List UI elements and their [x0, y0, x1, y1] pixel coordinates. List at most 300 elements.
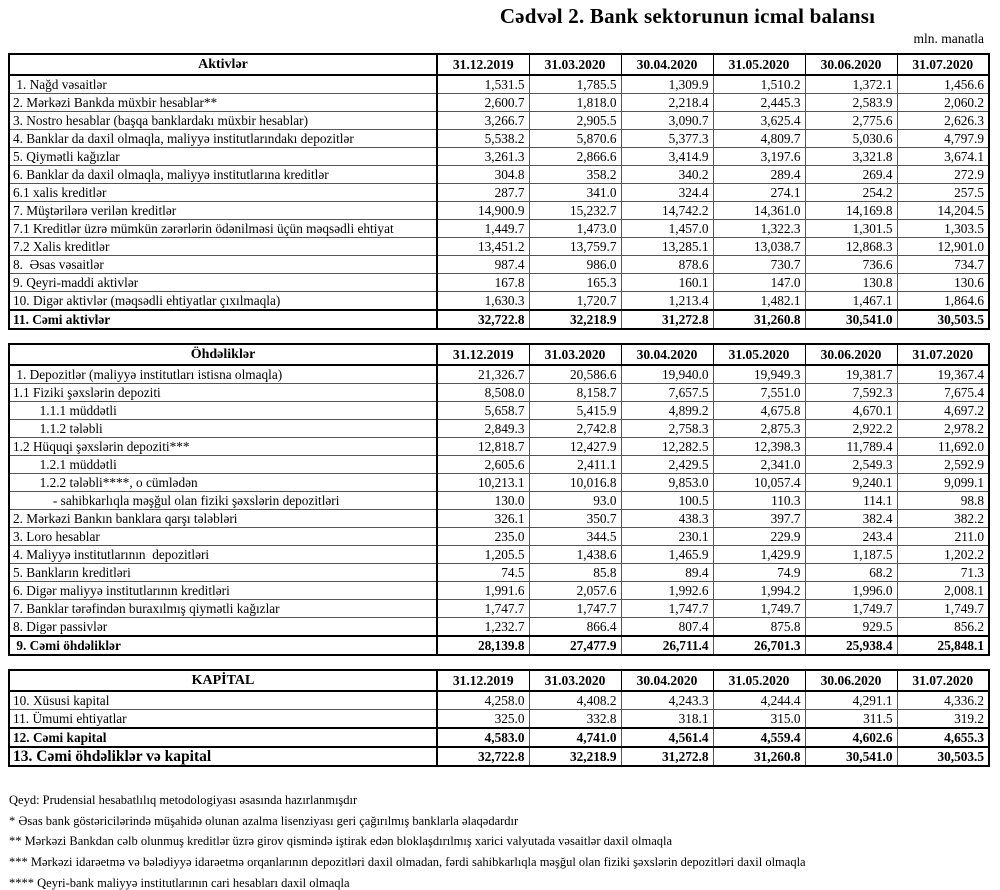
table-row	[9, 184, 989, 202]
ohdelikler-table	[8, 343, 990, 656]
row-label: 2. Mərkəzi Bankda müxbir hesablar**	[9, 94, 437, 112]
value-cell: 734.7	[897, 256, 989, 274]
value-cell: 114.1	[805, 492, 897, 510]
value-cell: 1,457.0	[621, 220, 713, 238]
value-cell: 27,477.9	[529, 636, 621, 655]
row-label: 10. Xüsusi kapital	[9, 691, 437, 710]
value-cell: 1,456.6	[897, 75, 989, 94]
value-cell: 130.6	[897, 274, 989, 292]
value-cell: 25,848.1	[897, 636, 989, 655]
value-cell: 2,775.6	[805, 112, 897, 130]
value-cell: 986.0	[529, 256, 621, 274]
row-label: 6. Banklar da daxil olmaqla, maliyyə institutlarına kreditlər	[9, 166, 437, 184]
row-label: 1.2.1 müddətli	[9, 456, 437, 474]
table-row	[9, 546, 989, 564]
value-cell: 325.0	[437, 710, 529, 729]
kapital-section-title: KAPİTAL	[9, 670, 437, 691]
value-cell: 12,427.9	[529, 438, 621, 456]
value-cell: 1,429.9	[713, 546, 805, 564]
footnote: Qeyd: Prudensial hesabatlılıq metodologiyası əsasında hazırlanmışdır	[9, 793, 358, 807]
value-cell: 5,415.9	[529, 402, 621, 420]
table-row	[9, 256, 989, 274]
row-label: 7.1 Kreditlər üzrə mümkün zərərlərin ödənilməsi üçün məqsədli ehtiyat	[9, 220, 437, 238]
table-row	[9, 166, 989, 184]
value-cell: 31,272.8	[621, 310, 713, 329]
value-cell: 30,503.5	[897, 747, 989, 766]
aktivler-header-row	[9, 54, 989, 75]
value-cell: 1,467.1	[805, 292, 897, 311]
date-column-header: 31.05.2020	[713, 344, 805, 365]
date-column-header: 31.07.2020	[897, 670, 989, 691]
row-label: 7.2 Xalis kreditlər	[9, 238, 437, 256]
value-cell: 254.2	[805, 184, 897, 202]
value-cell: 2,341.0	[713, 456, 805, 474]
value-cell: 13,038.7	[713, 238, 805, 256]
table-row	[9, 310, 989, 329]
value-cell: 31,272.8	[621, 747, 713, 766]
value-cell: 1,303.5	[897, 220, 989, 238]
value-cell: 1,322.3	[713, 220, 805, 238]
table-row	[9, 220, 989, 238]
table-row	[9, 728, 989, 747]
value-cell: 25,938.4	[805, 636, 897, 655]
table-row	[9, 130, 989, 148]
value-cell: 30,503.5	[897, 310, 989, 329]
value-cell: 1,818.0	[529, 94, 621, 112]
value-cell: 1,785.5	[529, 75, 621, 94]
value-cell: 30,541.0	[805, 310, 897, 329]
value-cell: 3,261.3	[437, 148, 529, 166]
value-cell: 2,429.5	[621, 456, 713, 474]
value-cell: 68.2	[805, 564, 897, 582]
row-label: 5. Qiymətli kağızlar	[9, 148, 437, 166]
row-label: 4. Banklar da daxil olmaqla, maliyyə institutlarındakı depozitlər	[9, 130, 437, 148]
row-label: 1.2.2 tələbli****, o cümlədən	[9, 474, 437, 492]
value-cell: 257.5	[897, 184, 989, 202]
value-cell: 4,408.2	[529, 691, 621, 710]
value-cell: 1,205.5	[437, 546, 529, 564]
value-cell: 14,742.2	[621, 202, 713, 220]
value-cell: 4,244.4	[713, 691, 805, 710]
value-cell: 1,994.2	[713, 582, 805, 600]
value-cell: 1,449.7	[437, 220, 529, 238]
value-cell: 1,747.7	[621, 600, 713, 618]
row-label: 11. Cəmi aktivlər	[9, 310, 437, 329]
aktivler-section-title: Aktivlər	[9, 54, 437, 75]
value-cell: 4,561.4	[621, 728, 713, 747]
value-cell: 7,675.4	[897, 384, 989, 402]
value-cell: 12,398.3	[713, 438, 805, 456]
value-cell: 167.8	[437, 274, 529, 292]
value-cell: 4,675.8	[713, 402, 805, 420]
value-cell: 289.4	[713, 166, 805, 184]
kapital-table	[8, 669, 990, 767]
value-cell: 332.8	[529, 710, 621, 729]
table-row	[9, 636, 989, 655]
value-cell: 2,008.1	[897, 582, 989, 600]
value-cell: 2,549.3	[805, 456, 897, 474]
value-cell: 4,655.3	[897, 728, 989, 747]
row-label: - sahibkarlıqla məşğul olan fiziki şəxslərin depozitləri	[9, 492, 437, 510]
table-row	[9, 474, 989, 492]
date-column-header: 31.12.2019	[437, 344, 529, 365]
value-cell: 4,243.3	[621, 691, 713, 710]
date-column-header: 31.03.2020	[529, 670, 621, 691]
table-row	[9, 274, 989, 292]
table-row	[9, 600, 989, 618]
value-cell: 14,900.9	[437, 202, 529, 220]
table-row	[9, 402, 989, 420]
date-column-header: 31.12.2019	[437, 54, 529, 75]
table-row	[9, 438, 989, 456]
value-cell: 5,377.3	[621, 130, 713, 148]
value-cell: 3,625.4	[713, 112, 805, 130]
table-row	[9, 365, 989, 384]
value-cell: 31,260.8	[713, 310, 805, 329]
table-row	[9, 148, 989, 166]
value-cell: 2,978.2	[897, 420, 989, 438]
value-cell: 10,016.8	[529, 474, 621, 492]
value-cell: 32,218.9	[529, 310, 621, 329]
value-cell: 165.3	[529, 274, 621, 292]
row-label: 10. Digər aktivlər (məqsədli ehtiyatlar çıxılmaqla)	[9, 292, 437, 311]
row-label: 2. Mərkəzi Bankın banklara qarşı tələbləri	[9, 510, 437, 528]
value-cell: 326.1	[437, 510, 529, 528]
ohdelikler-section-title: Öhdəliklər	[9, 344, 437, 365]
value-cell: 1,747.7	[437, 600, 529, 618]
date-column-header: 31.03.2020	[529, 54, 621, 75]
value-cell: 19,949.3	[713, 365, 805, 384]
value-cell: 8,508.0	[437, 384, 529, 402]
value-cell: 3,321.8	[805, 148, 897, 166]
value-cell: 1,992.6	[621, 582, 713, 600]
value-cell: 7,592.3	[805, 384, 897, 402]
value-cell: 4,741.0	[529, 728, 621, 747]
value-cell: 3,674.1	[897, 148, 989, 166]
row-label: 12. Cəmi kapital	[9, 728, 437, 747]
value-cell: 89.4	[621, 564, 713, 582]
value-cell: 341.0	[529, 184, 621, 202]
value-cell: 2,849.3	[437, 420, 529, 438]
value-cell: 21,326.7	[437, 365, 529, 384]
footnote: * Əsas bank göstəricilərində müşahidə olunan azalma lisenziyası geri çağırılmış banklarla əlaqədardır	[9, 813, 519, 828]
value-cell: 2,600.7	[437, 94, 529, 112]
date-column-header: 31.12.2019	[437, 670, 529, 691]
value-cell: 229.9	[713, 528, 805, 546]
value-cell: 318.1	[621, 710, 713, 729]
value-cell: 2,866.6	[529, 148, 621, 166]
value-cell: 74.5	[437, 564, 529, 582]
value-cell: 5,538.2	[437, 130, 529, 148]
table-row	[9, 202, 989, 220]
value-cell: 1,630.3	[437, 292, 529, 311]
table-row	[9, 492, 989, 510]
value-cell: 304.8	[437, 166, 529, 184]
value-cell: 8,158.7	[529, 384, 621, 402]
table-row	[9, 292, 989, 311]
value-cell: 1,749.7	[713, 600, 805, 618]
date-column-header: 30.06.2020	[805, 670, 897, 691]
value-cell: 4,670.1	[805, 402, 897, 420]
value-cell: 1,996.0	[805, 582, 897, 600]
row-label: 9. Qeyri-maddi aktivlər	[9, 274, 437, 292]
row-label: 4. Maliyyə institutlarının depozitləri	[9, 546, 437, 564]
value-cell: 14,361.0	[713, 202, 805, 220]
row-label: 7. Banklar tərəfindən buraxılmış qiymətli kağızlar	[9, 600, 437, 618]
value-cell: 1,473.0	[529, 220, 621, 238]
value-cell: 147.0	[713, 274, 805, 292]
row-label: 6.1 xalis kreditlər	[9, 184, 437, 202]
value-cell: 7,551.0	[713, 384, 805, 402]
date-column-header: 30.04.2020	[621, 344, 713, 365]
row-label: 3. Loro hesablar	[9, 528, 437, 546]
value-cell: 160.1	[621, 274, 713, 292]
value-cell: 1,202.2	[897, 546, 989, 564]
table-row	[9, 582, 989, 600]
value-cell: 19,381.7	[805, 365, 897, 384]
table-row	[9, 618, 989, 637]
value-cell: 32,722.8	[437, 747, 529, 766]
table-row	[9, 75, 989, 94]
value-cell: 1,991.6	[437, 582, 529, 600]
value-cell: 5,870.6	[529, 130, 621, 148]
value-cell: 1,213.4	[621, 292, 713, 311]
value-cell: 98.8	[897, 492, 989, 510]
row-label: 1.2 Hüquqi şəxslərin depoziti***	[9, 438, 437, 456]
value-cell: 4,291.1	[805, 691, 897, 710]
value-cell: 736.6	[805, 256, 897, 274]
row-label: 1.1 Fiziki şəxslərin depoziti	[9, 384, 437, 402]
value-cell: 9,853.0	[621, 474, 713, 492]
value-cell: 807.4	[621, 618, 713, 637]
value-cell: 1,747.7	[529, 600, 621, 618]
value-cell: 15,232.7	[529, 202, 621, 220]
date-column-header: 30.06.2020	[805, 344, 897, 365]
value-cell: 5,658.7	[437, 402, 529, 420]
value-cell: 856.2	[897, 618, 989, 637]
value-cell: 19,940.0	[621, 365, 713, 384]
table-row	[9, 710, 989, 729]
value-cell: 12,282.5	[621, 438, 713, 456]
value-cell: 13,759.7	[529, 238, 621, 256]
footnotes	[9, 793, 981, 890]
value-cell: 130.0	[437, 492, 529, 510]
row-label: 1.1.1 müddətli	[9, 402, 437, 420]
value-cell: 5,030.6	[805, 130, 897, 148]
value-cell: 4,697.2	[897, 402, 989, 420]
value-cell: 2,905.5	[529, 112, 621, 130]
value-cell: 1,309.9	[621, 75, 713, 94]
value-cell: 311.5	[805, 710, 897, 729]
value-cell: 987.4	[437, 256, 529, 274]
value-cell: 438.3	[621, 510, 713, 528]
value-cell: 272.9	[897, 166, 989, 184]
value-cell: 319.2	[897, 710, 989, 729]
value-cell: 1,864.6	[897, 292, 989, 311]
value-cell: 93.0	[529, 492, 621, 510]
table-row	[9, 112, 989, 130]
value-cell: 397.7	[713, 510, 805, 528]
value-cell: 2,758.3	[621, 420, 713, 438]
table-row	[9, 384, 989, 402]
value-cell: 1,749.7	[897, 600, 989, 618]
footnote: *** Mərkəzi idarəetmə və bələdiyyə idarəetmə orqanlarının depozitləri daxil olmadan, fərdi sahibkarlıqla məşğul olan fiziki şəxslərin depozitləri daxil olmaqla	[9, 854, 806, 869]
value-cell: 358.2	[529, 166, 621, 184]
value-cell: 2,411.1	[529, 456, 621, 474]
value-cell: 7,657.5	[621, 384, 713, 402]
unit-note: mln. manatla	[913, 31, 984, 46]
ohdelikler-header-row	[9, 344, 989, 365]
value-cell: 12,818.7	[437, 438, 529, 456]
value-cell: 2,605.6	[437, 456, 529, 474]
value-cell: 287.7	[437, 184, 529, 202]
balance-tables-container	[8, 53, 988, 780]
value-cell: 4,809.7	[713, 130, 805, 148]
date-column-header: 31.05.2020	[713, 670, 805, 691]
row-label: 5. Bankların kreditləri	[9, 564, 437, 582]
page-title: Cədvəl 2. Bank sektorunun icmal balansı	[499, 4, 876, 28]
value-cell: 12,901.0	[897, 238, 989, 256]
row-label: 1. Nağd vəsaitlər	[9, 75, 437, 94]
value-cell: 4,559.4	[713, 728, 805, 747]
row-label: 8. Digər passivlər	[9, 618, 437, 637]
value-cell: 4,336.2	[897, 691, 989, 710]
value-cell: 875.8	[713, 618, 805, 637]
value-cell: 130.8	[805, 274, 897, 292]
value-cell: 269.4	[805, 166, 897, 184]
value-cell: 315.0	[713, 710, 805, 729]
value-cell: 243.4	[805, 528, 897, 546]
value-cell: 1,187.5	[805, 546, 897, 564]
kapital-header-row	[9, 670, 989, 691]
value-cell: 350.7	[529, 510, 621, 528]
row-label: 7. Müştərilərə verilən kreditlər	[9, 202, 437, 220]
date-column-header: 31.07.2020	[897, 54, 989, 75]
value-cell: 13,451.2	[437, 238, 529, 256]
value-cell: 274.1	[713, 184, 805, 202]
table-row	[9, 564, 989, 582]
value-cell: 2,922.2	[805, 420, 897, 438]
value-cell: 324.4	[621, 184, 713, 202]
table-row	[9, 510, 989, 528]
value-cell: 1,301.5	[805, 220, 897, 238]
row-label: 6. Digər maliyyə institutlarının kreditləri	[9, 582, 437, 600]
value-cell: 19,367.4	[897, 365, 989, 384]
table-row	[9, 94, 989, 112]
footnote: ** Mərkəzi Bankdan cəlb olunmuş kreditlər üzrə girov qismində iştirak edən bloklaşdırılmış xarici valyutada vəsaitlər daxil olmaqla	[9, 834, 673, 849]
value-cell: 31,260.8	[713, 747, 805, 766]
value-cell: 12,868.3	[805, 238, 897, 256]
value-cell: 11,692.0	[897, 438, 989, 456]
value-cell: 1,465.9	[621, 546, 713, 564]
aktivler-table	[8, 53, 990, 330]
row-label: 13. Cəmi öhdəliklər və kapital	[9, 747, 437, 766]
footnote: **** Qeyri-bank maliyyə institutlarının cari hesabları daxil olmaqla	[9, 875, 350, 890]
value-cell: 929.5	[805, 618, 897, 637]
value-cell: 26,701.3	[713, 636, 805, 655]
value-cell: 1,749.7	[805, 600, 897, 618]
value-cell: 3,197.6	[713, 148, 805, 166]
value-cell: 382.4	[805, 510, 897, 528]
value-cell: 1,510.2	[713, 75, 805, 94]
row-label: 3. Nostro hesablar (başqa banklardakı müxbir hesablar)	[9, 112, 437, 130]
row-label: 8. Əsas vəsaitlər	[9, 256, 437, 274]
value-cell: 1,438.6	[529, 546, 621, 564]
value-cell: 74.9	[713, 564, 805, 582]
table-row	[9, 691, 989, 710]
value-cell: 2,057.6	[529, 582, 621, 600]
value-cell: 2,583.9	[805, 94, 897, 112]
table-row	[9, 747, 989, 766]
value-cell: 2,445.3	[713, 94, 805, 112]
value-cell: 1,720.7	[529, 292, 621, 311]
date-column-header: 31.05.2020	[713, 54, 805, 75]
value-cell: 32,722.8	[437, 310, 529, 329]
date-column-header: 31.03.2020	[529, 344, 621, 365]
value-cell: 13,285.1	[621, 238, 713, 256]
date-column-header: 30.04.2020	[621, 670, 713, 691]
value-cell: 2,875.3	[713, 420, 805, 438]
row-label: 1.1.2 tələbli	[9, 420, 437, 438]
value-cell: 9,240.1	[805, 474, 897, 492]
value-cell: 1,482.1	[713, 292, 805, 311]
table-row	[9, 420, 989, 438]
value-cell: 1,372.1	[805, 75, 897, 94]
value-cell: 2,218.4	[621, 94, 713, 112]
value-cell: 4,258.0	[437, 691, 529, 710]
value-cell: 4,797.9	[897, 130, 989, 148]
value-cell: 344.5	[529, 528, 621, 546]
date-column-header: 31.07.2020	[897, 344, 989, 365]
value-cell: 230.1	[621, 528, 713, 546]
value-cell: 71.3	[897, 564, 989, 582]
value-cell: 100.5	[621, 492, 713, 510]
value-cell: 32,218.9	[529, 747, 621, 766]
table-row	[9, 528, 989, 546]
value-cell: 1,232.7	[437, 618, 529, 637]
date-column-header: 30.04.2020	[621, 54, 713, 75]
value-cell: 26,711.4	[621, 636, 713, 655]
table-row	[9, 238, 989, 256]
value-cell: 14,204.5	[897, 202, 989, 220]
value-cell: 14,169.8	[805, 202, 897, 220]
date-column-header: 30.06.2020	[805, 54, 897, 75]
value-cell: 2,742.8	[529, 420, 621, 438]
value-cell: 3,414.9	[621, 148, 713, 166]
value-cell: 4,583.0	[437, 728, 529, 747]
value-cell: 28,139.8	[437, 636, 529, 655]
row-label: 11. Ümumi ehtiyatlar	[9, 710, 437, 729]
value-cell: 3,266.7	[437, 112, 529, 130]
value-cell: 235.0	[437, 528, 529, 546]
value-cell: 4,899.2	[621, 402, 713, 420]
value-cell: 878.6	[621, 256, 713, 274]
value-cell: 10,057.4	[713, 474, 805, 492]
value-cell: 2,592.9	[897, 456, 989, 474]
value-cell: 11,789.4	[805, 438, 897, 456]
value-cell: 211.0	[897, 528, 989, 546]
value-cell: 340.2	[621, 166, 713, 184]
value-cell: 110.3	[713, 492, 805, 510]
value-cell: 2,060.2	[897, 94, 989, 112]
value-cell: 2,626.3	[897, 112, 989, 130]
value-cell: 866.4	[529, 618, 621, 637]
value-cell: 30,541.0	[805, 747, 897, 766]
value-cell: 382.2	[897, 510, 989, 528]
value-cell: 1,531.5	[437, 75, 529, 94]
value-cell: 3,090.7	[621, 112, 713, 130]
value-cell: 10,213.1	[437, 474, 529, 492]
